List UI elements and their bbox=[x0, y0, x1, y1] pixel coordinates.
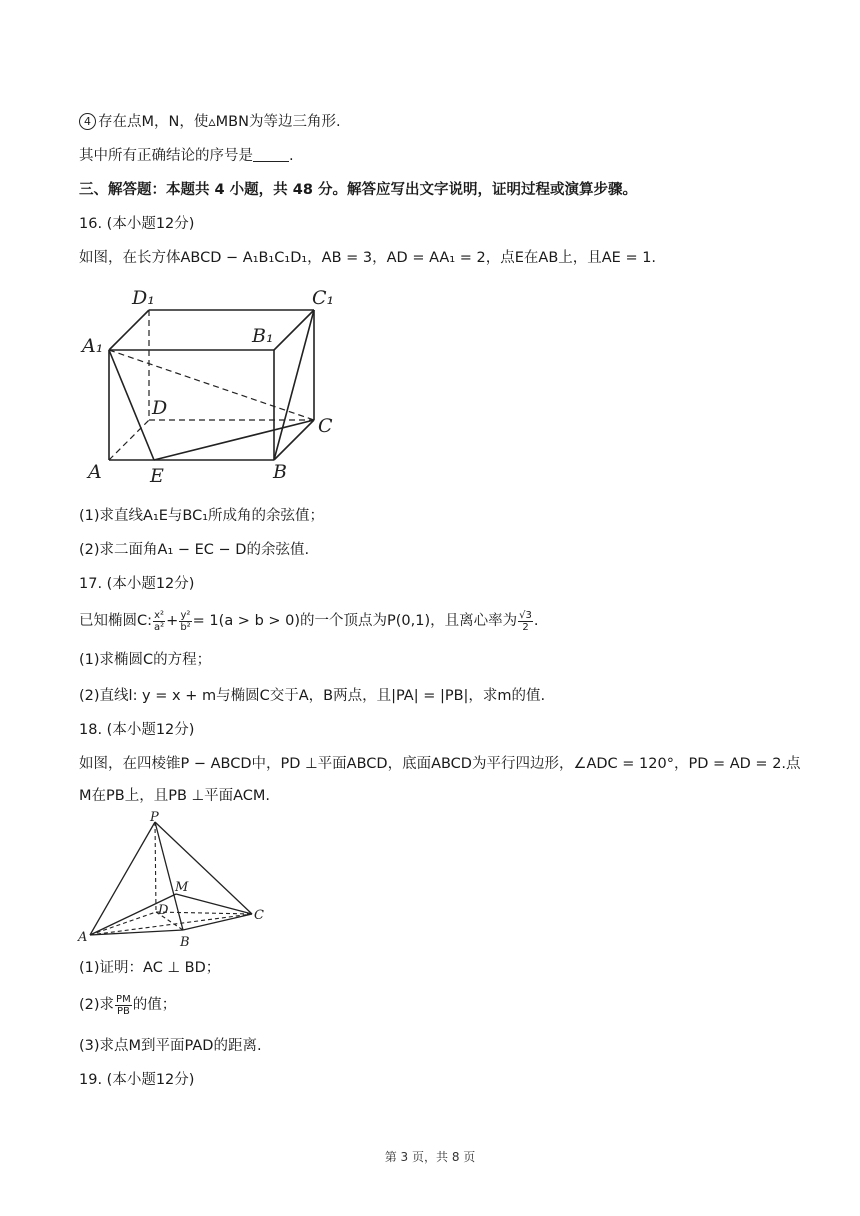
label-b1: B₁ bbox=[252, 325, 274, 347]
q16-stem: 如图，在长方体ABCD − A₁B₁C₁D₁，AB = 3，AD = AA₁ = 2，点E在AB上，且AE = 1. bbox=[79, 250, 657, 266]
frac-num: PM bbox=[116, 993, 131, 1005]
page-footer: 第 3 页，共 8 页 bbox=[384, 1150, 476, 1164]
q17-part1: (1)求椭圆C的方程； bbox=[79, 652, 212, 668]
label-d1: D₁ bbox=[132, 287, 155, 309]
q19-header: 19. (本小题12分) bbox=[79, 1072, 195, 1088]
frac-den: a² bbox=[154, 621, 165, 633]
fraction-y2-b2 bbox=[179, 610, 191, 633]
q18-part2-post: 的值； bbox=[132, 997, 177, 1013]
q18-stem-line1: 如图，在四棱锥P − ABCD中，PD ⊥平面ABCD，底面ABCD为平行四边形，∠ADC = 120°，PD = AD = 2.点 bbox=[79, 756, 801, 772]
plus-sign: + bbox=[166, 613, 179, 629]
q18-stem-line2: M在PB上，且PB ⊥平面ACM. bbox=[79, 788, 271, 804]
frac-num: x² bbox=[154, 609, 165, 621]
q17-stem-pre: 已知椭圆C: bbox=[79, 613, 153, 629]
section-heading: 三、解答题：本题共 4 小题，共 48 分。解答应写出文字说明，证明过程或演算步骤。 bbox=[79, 182, 637, 198]
frac-den: b² bbox=[180, 621, 191, 633]
frac-num: √3 bbox=[519, 609, 532, 621]
q17-part2: (2)直线l: y = x + m与椭圆C交于A，B两点，且|PA| = |PB|，求m的值. bbox=[79, 688, 546, 704]
q18-part3: (3)求点M到平面PAD的距离. bbox=[79, 1038, 262, 1054]
label-a: A bbox=[88, 461, 102, 483]
label-a: A bbox=[78, 930, 88, 945]
q17-stem-end: . bbox=[533, 613, 539, 629]
frac-num: y² bbox=[180, 609, 191, 621]
q16-part1: (1)求直线A₁E与BC₁所成角的余弦值； bbox=[79, 508, 325, 524]
pyramid-figure bbox=[76, 810, 276, 950]
label-d: D bbox=[158, 903, 169, 918]
q17-stem-mid: = 1(a > b > 0)的一个顶点为P(0,1)，且离心率为 bbox=[192, 613, 518, 629]
q15-prompt-end: . bbox=[289, 148, 294, 164]
label-b: B bbox=[273, 461, 287, 483]
cuboid-figure bbox=[80, 282, 350, 492]
frac-den: 2 bbox=[522, 621, 529, 633]
label-m: M bbox=[175, 880, 189, 895]
label-b: B bbox=[180, 935, 190, 950]
answer-blank bbox=[253, 147, 289, 162]
fraction-x2-a2 bbox=[153, 610, 165, 633]
q15-prompt bbox=[79, 146, 294, 166]
q16-part2: (2)求二面角A₁ − EC − D的余弦值. bbox=[79, 542, 310, 558]
label-p: P bbox=[150, 810, 159, 825]
q17-header: 17. (本小题12分) bbox=[79, 576, 195, 592]
q18-header: 18. (本小题12分) bbox=[79, 722, 195, 738]
label-d: D bbox=[152, 397, 168, 419]
fraction-sqrt3-2 bbox=[518, 610, 533, 633]
q18-part1: (1)证明：AC ⊥ BD； bbox=[79, 960, 221, 976]
label-a1: A₁ bbox=[82, 335, 104, 357]
q15-item-4-text: 存在点M，N，使▵MBN为等边三角形. bbox=[98, 114, 341, 130]
q18-part2 bbox=[79, 992, 176, 1018]
q15-prompt-text: 其中所有正确结论的序号是 bbox=[79, 148, 253, 164]
q17-stem bbox=[79, 608, 538, 634]
circled-number: 4 bbox=[79, 113, 96, 130]
frac-den: PB bbox=[116, 1005, 130, 1017]
fraction-pm-pb bbox=[115, 994, 132, 1017]
label-c1: C₁ bbox=[312, 287, 335, 309]
label-c: C bbox=[318, 415, 333, 437]
label-e: E bbox=[150, 465, 164, 487]
q15-item-4 bbox=[79, 112, 341, 132]
q16-header: 16. (本小题12分) bbox=[79, 216, 195, 232]
q18-part2-pre: (2)求 bbox=[79, 997, 115, 1013]
label-c: C bbox=[254, 908, 264, 923]
